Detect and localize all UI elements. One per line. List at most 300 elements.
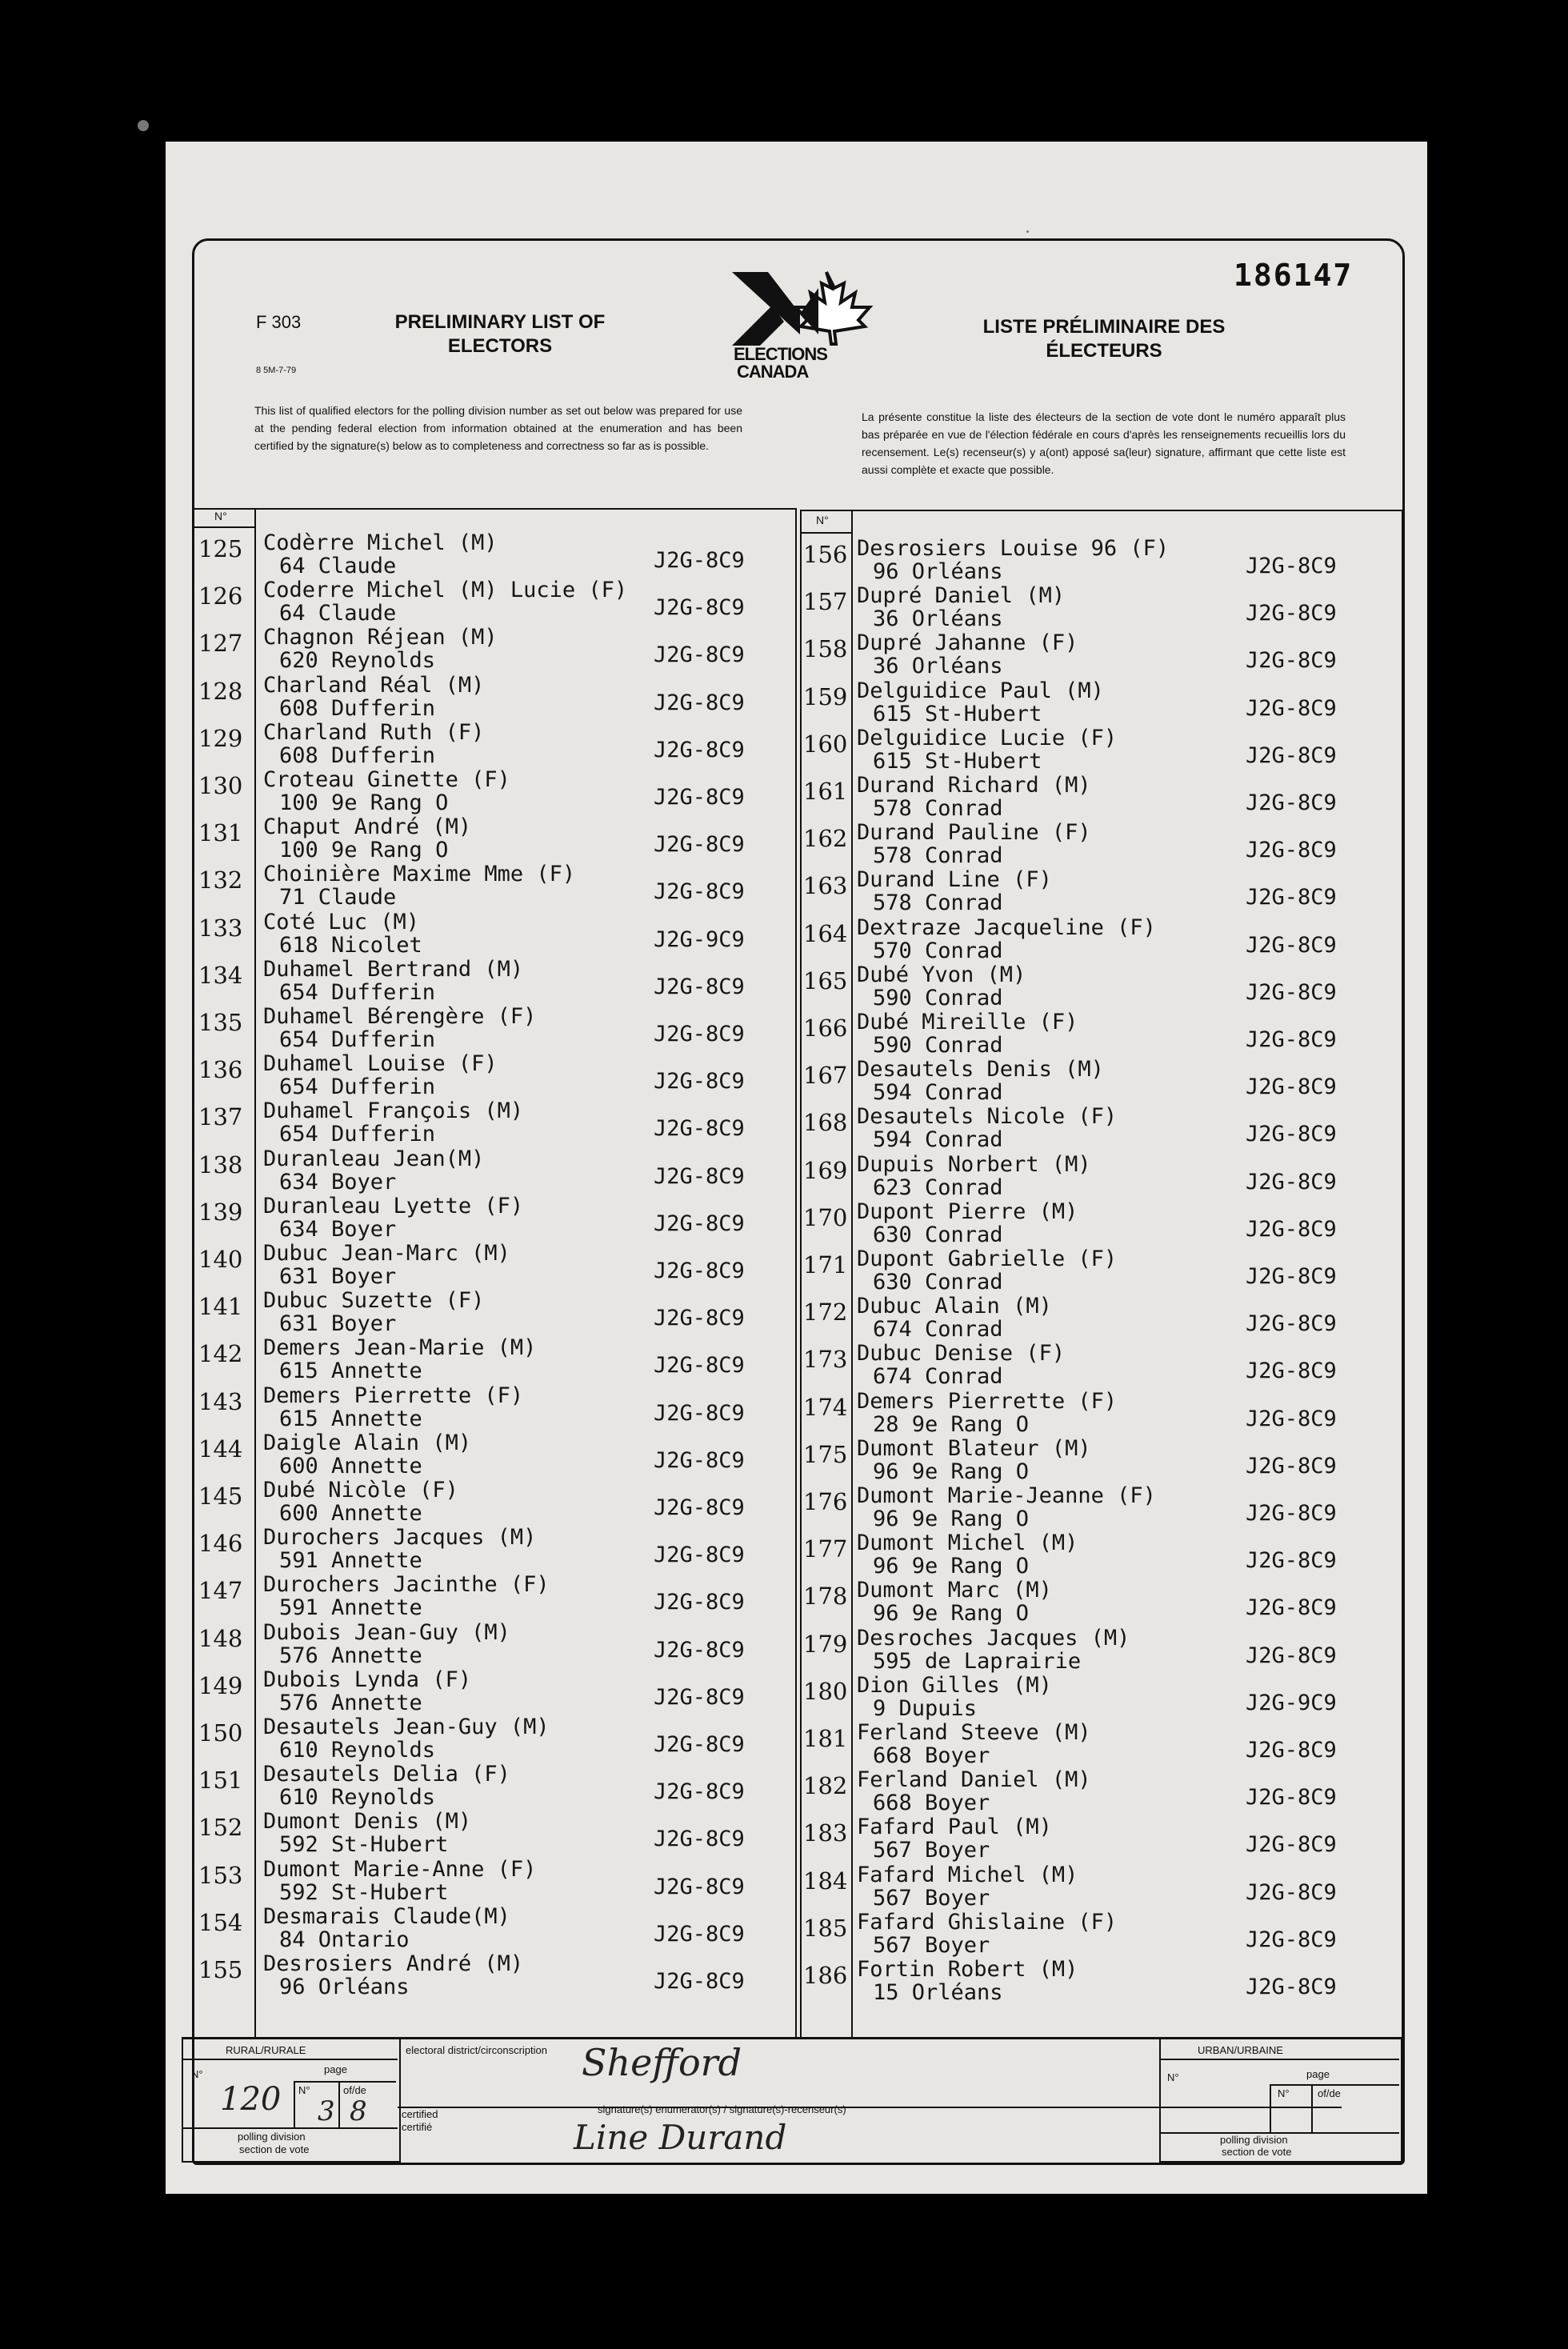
- elector-postal-code: J2G-8C9: [654, 1353, 745, 1379]
- elector-address: 578 Conrad: [873, 843, 1003, 869]
- elector-name: Demers Jean-Marie (M): [263, 1335, 537, 1361]
- elector-name: Fortin Robert (M): [857, 1957, 1078, 1982]
- elector-postal-code: J2G-8C9: [654, 1732, 745, 1757]
- elector-number: 173: [803, 1346, 848, 1374]
- elector-postal-code: J2G-8C9: [1246, 1027, 1337, 1052]
- elector-entry: [803, 1862, 1401, 1911]
- elector-entry: [198, 1335, 807, 1384]
- elector-name: Desautels Denis (M): [857, 1057, 1104, 1082]
- elector-name: Dubois Jean-Guy (M): [263, 1619, 510, 1645]
- elector-entry: [803, 536, 1401, 584]
- elector-entry: [198, 1715, 807, 1763]
- elector-address: 600 Annette: [279, 1453, 422, 1479]
- elector-entry: [803, 630, 1401, 679]
- elector-postal-code: J2G-8C9: [654, 1259, 745, 1283]
- elector-address: 600 Annette: [279, 1501, 422, 1526]
- elector-name: Dubois Lynda (F): [263, 1667, 472, 1692]
- elector-postal-code: J2G-8C9: [1246, 885, 1337, 910]
- elector-address: 578 Conrad: [873, 796, 1003, 821]
- elector-entry: [198, 1619, 807, 1668]
- district-label: electoral district/circonscription: [406, 2044, 548, 2056]
- elector-name: Dubuc Alain (M): [857, 1294, 1052, 1319]
- elector-entry: [803, 1341, 1401, 1390]
- elector-address: 615 Annette: [279, 1406, 422, 1431]
- elector-postal-code: J2G-8C9: [1246, 1169, 1337, 1195]
- elector-name: Desautels Nicole (F): [857, 1104, 1118, 1130]
- elector-number: 172: [803, 1299, 848, 1327]
- elector-postal-code: J2G-8C9: [654, 1637, 745, 1663]
- elector-number: 146: [198, 1530, 243, 1558]
- elector-number: 185: [803, 1914, 848, 1942]
- urban-page-no-label: N°: [1278, 2087, 1290, 2099]
- elector-postal-code: J2G-8C9: [654, 1684, 745, 1710]
- elector-address: 610 Reynolds: [279, 1738, 436, 1763]
- urban-no-label: N°: [1167, 2071, 1179, 2083]
- elector-number: 139: [198, 1198, 243, 1226]
- elector-number: 174: [803, 1393, 848, 1421]
- elector-address: 9 Dupuis: [873, 1695, 978, 1721]
- elector-name: Duhamel Louise (F): [263, 1051, 498, 1077]
- enumerator-signature: Line Durand: [574, 2118, 787, 2157]
- elector-entry: [198, 1478, 807, 1526]
- form-revision: 8 5M-7-79: [256, 366, 297, 375]
- elector-postal-code: J2G-8C9: [1246, 838, 1337, 863]
- elector-name: Dextraze Jacqueline (F): [857, 914, 1156, 940]
- elector-number: 181: [803, 1725, 848, 1752]
- elector-postal-code: J2G-8C9: [1246, 1311, 1337, 1337]
- elector-address: 100 9e Rang O: [279, 790, 449, 815]
- elector-postal-code: J2G-8C9: [654, 879, 745, 905]
- elector-entry: [803, 1388, 1401, 1437]
- elector-address: 96 9e Rang O: [873, 1507, 1030, 1531]
- elector-address: 630 Conrad: [873, 1222, 1003, 1247]
- elector-postal-code: J2G-8C9: [1246, 648, 1337, 674]
- elector-number: 156: [803, 541, 848, 568]
- elector-number: 143: [198, 1387, 243, 1415]
- form-code: F 303: [256, 312, 302, 332]
- elector-address: 96 Orléans: [279, 1975, 410, 1999]
- elector-entry: [803, 583, 1401, 632]
- logo-text-canada: CANADA: [737, 362, 809, 382]
- elector-entry: [803, 1720, 1401, 1768]
- elector-address: 620 Reynolds: [279, 648, 436, 674]
- elector-number: 137: [198, 1103, 243, 1131]
- elector-postal-code: J2G-8C9: [1246, 1453, 1337, 1479]
- elector-number: 148: [198, 1624, 243, 1652]
- elector-address: 36 Orléans: [873, 654, 1003, 679]
- elector-entry: [198, 625, 807, 674]
- elector-entry: [803, 867, 1401, 916]
- elector-entry: [803, 1767, 1401, 1816]
- elector-address: 634 Boyer: [279, 1169, 397, 1195]
- elector-entry: [803, 1672, 1401, 1721]
- elector-postal-code: J2G-8C9: [654, 690, 745, 715]
- elector-entry: [803, 1957, 1401, 2005]
- elector-entry: [803, 820, 1401, 869]
- logo-text-elections: ELECTIONS: [734, 344, 827, 364]
- elector-name: Delguidice Lucie (F): [857, 725, 1118, 750]
- elector-postal-code: J2G-8C9: [654, 1590, 745, 1615]
- urban-polling-label-1: polling division: [1220, 2134, 1288, 2146]
- elector-entry: [198, 1383, 807, 1431]
- elector-entry: [198, 530, 807, 578]
- elector-address: 668 Boyer: [873, 1791, 990, 1816]
- scan-speck: [1026, 230, 1029, 233]
- elector-number: 167: [803, 1062, 848, 1090]
- elector-entry: [803, 1531, 1401, 1579]
- elector-number: 136: [198, 1056, 243, 1084]
- elector-name: Fafard Ghislaine (F): [857, 1909, 1118, 1935]
- elector-number: 186: [803, 1962, 848, 1989]
- elector-number: 152: [198, 1814, 243, 1842]
- elector-postal-code: J2G-8C9: [1246, 1359, 1337, 1384]
- elector-postal-code: J2G-8C9: [1246, 742, 1337, 768]
- elector-postal-code: J2G-8C9: [654, 1116, 745, 1142]
- header-rule-right: [800, 532, 851, 534]
- elector-name: Ferland Daniel (M): [857, 1767, 1091, 1793]
- elector-name: Dupont Gabrielle (F): [857, 1247, 1118, 1271]
- elector-address: 654 Dufferin: [279, 979, 436, 1005]
- elector-postal-code: J2G-9C9: [1246, 1690, 1337, 1715]
- elector-address: 567 Boyer: [873, 1885, 990, 1911]
- elector-postal-code: J2G-8C9: [654, 785, 745, 810]
- elector-name: Desautels Jean-Guy (M): [263, 1715, 550, 1739]
- elector-number: 175: [803, 1440, 848, 1468]
- elector-name: Durand Richard (M): [857, 773, 1091, 798]
- elector-number: 179: [803, 1630, 848, 1658]
- elector-address: 64 Claude: [279, 554, 397, 578]
- elector-name: Duranleau Lyette (F): [263, 1193, 524, 1219]
- elector-entry: [803, 1625, 1401, 1674]
- elector-postal-code: J2G-8C9: [654, 1211, 745, 1236]
- elector-address: 84 Ontario: [279, 1927, 410, 1952]
- elector-number: 184: [803, 1867, 848, 1895]
- elector-postal-code: J2G-8C9: [1246, 1832, 1337, 1858]
- elector-name: Dupont Pierre (M): [857, 1199, 1078, 1224]
- elector-number: 132: [198, 866, 243, 894]
- elector-postal-code: J2G-9C9: [654, 926, 745, 952]
- elector-entry: [803, 1909, 1401, 1958]
- elector-postal-code: J2G-8C9: [1246, 932, 1337, 958]
- elector-number: 158: [803, 635, 848, 663]
- elector-postal-code: J2G-8C9: [654, 548, 745, 573]
- elector-address: 36 Orléans: [873, 606, 1003, 632]
- elector-address: 594 Conrad: [873, 1127, 1003, 1153]
- elector-entry: [198, 1951, 807, 1999]
- elector-address: 631 Boyer: [279, 1311, 397, 1337]
- page-number-handwritten: 3: [318, 2095, 335, 2127]
- elector-entry: [198, 578, 807, 626]
- title-en-line2: ELECTORS: [447, 335, 553, 357]
- elector-entry: [198, 814, 807, 863]
- elector-number: 176: [803, 1488, 848, 1515]
- elector-address: 615 St-Hubert: [873, 701, 1042, 726]
- elector-address: 592 St-Hubert: [279, 1879, 449, 1905]
- elector-entry: [803, 1483, 1401, 1531]
- elector-number: 126: [198, 582, 243, 610]
- elector-number: 183: [803, 1819, 848, 1847]
- elector-entry: [803, 1247, 1401, 1295]
- elector-number: 180: [803, 1677, 848, 1705]
- elector-postal-code: J2G-8C9: [654, 737, 745, 762]
- intro-french: La présente constitue la liste des électeurs de la section de vote dont le numéro apparaît plus bas préparée en vue de l'élection fédérale en cours d'après les renseignements recueillis lors du recensement. Le(s) recenseur(s) y a(ont) apposé sa(leur) signature, affirmant que cette liste est aussi complète et exacte que possible.: [862, 410, 1346, 476]
- elector-name: Durand Pauline (F): [857, 820, 1091, 846]
- elector-number: 162: [803, 825, 848, 853]
- elector-name: Dumont Marie-Anne (F): [263, 1856, 537, 1882]
- polling-number-handwritten: 120: [220, 2081, 282, 2118]
- right-number-header: N°: [816, 514, 829, 526]
- elector-name: Delguidice Paul (M): [857, 678, 1104, 703]
- elector-name: Dubé Nicòle (F): [263, 1478, 458, 1503]
- elector-address: 623 Conrad: [873, 1174, 1003, 1200]
- elector-name: Desrosiers Louise 96 (F): [857, 536, 1170, 561]
- elector-name: Dumont Marie-Jeanne (F): [857, 1483, 1156, 1508]
- elector-postal-code: J2G-8C9: [1246, 1122, 1337, 1147]
- certified-label-fr: certifié: [402, 2121, 433, 2133]
- signature-label: signature(s) enumerator(s) / signature(s)-recenseur(s): [598, 2103, 846, 2115]
- elector-number: 182: [803, 1772, 848, 1800]
- elector-entry: [198, 719, 807, 768]
- elector-name: Demers Pierrette (F): [263, 1383, 524, 1408]
- elector-entry: [198, 1146, 807, 1195]
- elector-number: 147: [198, 1577, 243, 1605]
- elector-postal-code: J2G-8C9: [1246, 1595, 1337, 1621]
- elector-number: 160: [803, 730, 848, 758]
- elector-entry: [198, 909, 807, 958]
- elector-number: 130: [198, 772, 243, 799]
- elector-number: 150: [198, 1719, 243, 1747]
- elector-address: 590 Conrad: [873, 985, 1003, 1010]
- left-number-divider: [254, 508, 256, 2037]
- elector-address: 654 Dufferin: [279, 1027, 436, 1052]
- elector-name: Codèrre Michel (M): [263, 530, 498, 555]
- elector-address: 592 St-Hubert: [279, 1832, 449, 1858]
- elector-postal-code: J2G-8C9: [654, 1069, 745, 1094]
- elector-number: 168: [803, 1109, 848, 1137]
- elector-postal-code: J2G-8C9: [1246, 1975, 1337, 1999]
- rural-polling-rule: [182, 2127, 398, 2129]
- elector-entry: [803, 1578, 1401, 1627]
- elector-name: Durochers Jacques (M): [263, 1525, 537, 1551]
- elector-postal-code: J2G-8C9: [654, 1543, 745, 1568]
- elector-address: 668 Boyer: [873, 1743, 990, 1768]
- elector-name: Dumont Marc (M): [857, 1578, 1052, 1603]
- serial-number: 186147: [1234, 258, 1354, 293]
- elector-entry: [803, 678, 1401, 726]
- elector-postal-code: J2G-8C9: [654, 1921, 745, 1947]
- elector-address: 674 Conrad: [873, 1317, 1003, 1343]
- elector-number: 159: [803, 682, 848, 710]
- elector-name: Daigle Alain (M): [263, 1430, 472, 1455]
- elector-address: 28 9e Rang O: [873, 1411, 1030, 1437]
- elector-name: Dion Gilles (M): [857, 1672, 1052, 1698]
- elector-entry: [198, 1572, 807, 1621]
- elector-name: Chaput André (M): [263, 814, 472, 840]
- elector-postal-code: J2G-8C9: [1246, 1216, 1337, 1242]
- elector-postal-code: J2G-8C9: [654, 642, 745, 668]
- elector-name: Duhamel Bérengère (F): [263, 1004, 537, 1029]
- elector-postal-code: J2G-8C9: [654, 1163, 745, 1189]
- elector-address: 96 Orléans: [873, 559, 1003, 584]
- elector-entry: [198, 767, 807, 815]
- elector-postal-code: J2G-8C9: [654, 1022, 745, 1046]
- elector-address: 634 Boyer: [279, 1216, 397, 1242]
- title-fr-line2: ÉLECTEURS: [1046, 340, 1162, 362]
- elector-postal-code: J2G-8C9: [654, 1827, 745, 1852]
- rural-polling-label-1: polling division: [238, 2131, 306, 2143]
- elector-address: 594 Conrad: [873, 1080, 1003, 1106]
- elector-postal-code: J2G-8C9: [1246, 1643, 1337, 1668]
- elector-number: 128: [198, 677, 243, 705]
- elector-entry: [803, 1815, 1401, 1863]
- rural-page-no-label: N°: [298, 2084, 310, 2096]
- elector-entry: [803, 1435, 1401, 1484]
- elector-address: 630 Conrad: [873, 1270, 1003, 1295]
- elector-number: 165: [803, 966, 848, 994]
- elector-address: 71 Claude: [279, 885, 397, 910]
- elector-postal-code: J2G-8C9: [654, 1874, 745, 1899]
- elector-address: 96 9e Rang O: [873, 1601, 1030, 1627]
- elector-number: 157: [803, 588, 848, 616]
- elector-address: 96 9e Rang O: [873, 1554, 1030, 1579]
- elector-name: Duhamel François (M): [263, 1098, 524, 1124]
- elector-number: 170: [803, 1203, 848, 1231]
- urban-label: URBAN/URBAINE: [1198, 2044, 1283, 2056]
- elector-address: 610 Reynolds: [279, 1785, 436, 1811]
- elector-number: 131: [198, 819, 243, 847]
- right-number-divider: [851, 510, 853, 2037]
- elector-postal-code: J2G-8C9: [1246, 1879, 1337, 1905]
- elector-postal-code: J2G-8C9: [1246, 790, 1337, 815]
- rural-page-box: [294, 2081, 396, 2083]
- elector-name: Dubuc Denise (F): [857, 1341, 1066, 1367]
- elector-name: Chagnon Réjean (M): [263, 625, 498, 650]
- elector-entry: [198, 1430, 807, 1479]
- elector-postal-code: J2G-8C9: [1246, 1738, 1337, 1763]
- elector-postal-code: J2G-8C9: [1246, 1406, 1337, 1431]
- elector-address: 595 de Laprairie: [873, 1648, 1082, 1674]
- elector-address: 578 Conrad: [873, 890, 1003, 916]
- urban-of-divider: [1311, 2084, 1313, 2132]
- elector-number: 178: [803, 1583, 848, 1611]
- rural-of-label: of/de: [343, 2084, 366, 2096]
- elector-number: 154: [198, 1908, 243, 1936]
- elector-postal-code: J2G-8C9: [654, 595, 745, 621]
- elector-name: Desroches Jacques (M): [857, 1625, 1130, 1651]
- elector-name: Dumont Blateur (M): [857, 1435, 1091, 1461]
- elector-number: 164: [803, 919, 848, 947]
- elector-name: Fafard Michel (M): [857, 1862, 1078, 1887]
- elector-number: 163: [803, 872, 848, 900]
- elector-number: 171: [803, 1251, 848, 1279]
- urban-page-divider: [1270, 2084, 1271, 2132]
- scan-speck: [138, 120, 149, 131]
- elector-address: 608 Dufferin: [279, 742, 436, 768]
- elections-canada-logo: [724, 264, 876, 384]
- elector-name: Dubuc Jean-Marc (M): [263, 1241, 510, 1266]
- elector-entry: [803, 773, 1401, 821]
- elector-address: 608 Dufferin: [279, 695, 436, 721]
- elector-number: 142: [198, 1340, 243, 1368]
- intro-english: This list of qualified electors for the polling division number as set out below was prepared for use at the pending federal election from information obtained at the enumeration and has been certified by the signature(s) below as to completeness and correctness so far as is possible.: [254, 404, 742, 452]
- elector-number: 161: [803, 778, 848, 805]
- elector-number: 134: [198, 961, 243, 989]
- elector-entry: [198, 862, 807, 910]
- elector-entry: [198, 1667, 807, 1715]
- elector-entry: [198, 1004, 807, 1052]
- elector-number: 140: [198, 1246, 243, 1273]
- rural-page-label: page: [324, 2063, 347, 2075]
- elector-name: Desautels Delia (F): [263, 1762, 510, 1787]
- elector-entry: [198, 1762, 807, 1811]
- elector-entry: [198, 1809, 807, 1858]
- elector-postal-code: J2G-8C9: [1246, 1927, 1337, 1952]
- elector-entry: [198, 1241, 807, 1289]
- elector-name: Dubuc Suzette (F): [263, 1288, 485, 1314]
- elector-entry: [198, 1903, 807, 1952]
- elector-number: 153: [198, 1861, 243, 1889]
- elector-entry: [803, 962, 1401, 1010]
- elector-number: 145: [198, 1483, 243, 1510]
- elector-entry: [803, 725, 1401, 774]
- elector-number: 125: [198, 535, 243, 562]
- elector-number: 144: [198, 1435, 243, 1463]
- elector-name: Coté Luc (M): [263, 909, 420, 934]
- elector-postal-code: J2G-8C9: [654, 1447, 745, 1473]
- elector-entry: [198, 1856, 807, 1905]
- elector-number: 151: [198, 1767, 243, 1795]
- elector-entry: [803, 1104, 1401, 1153]
- elector-address: 591 Annette: [279, 1595, 422, 1621]
- elector-address: 64 Claude: [279, 601, 397, 626]
- elector-address: 96 9e Rang O: [873, 1459, 1030, 1484]
- elector-name: Dupuis Norbert (M): [857, 1151, 1091, 1177]
- title-english: [352, 310, 648, 358]
- header-rule-left: [192, 526, 254, 528]
- elector-address: 654 Dufferin: [279, 1122, 436, 1147]
- elector-name: Ferland Steeve (M): [857, 1720, 1091, 1745]
- title-en-line1: PRELIMINARY LIST OF: [394, 311, 606, 333]
- elector-postal-code: J2G-8C9: [654, 832, 745, 858]
- elector-number: 138: [198, 1150, 243, 1179]
- elector-number: 169: [803, 1156, 848, 1184]
- elector-postal-code: J2G-8C9: [654, 1495, 745, 1520]
- elector-postal-code: J2G-8C9: [1246, 1264, 1337, 1289]
- elector-address: 590 Conrad: [873, 1033, 1003, 1058]
- elector-postal-code: J2G-8C9: [654, 1306, 745, 1331]
- urban-page-label: page: [1306, 2068, 1330, 2080]
- form-footer: [182, 2037, 1402, 2164]
- elector-postal-code: J2G-8C9: [654, 1400, 745, 1426]
- elector-postal-code: J2G-8C9: [654, 1779, 745, 1805]
- elector-entry: [198, 1288, 807, 1337]
- elector-entry: [198, 672, 807, 721]
- elector-address: 570 Conrad: [873, 938, 1003, 963]
- elector-entry: [803, 1010, 1401, 1058]
- elector-address: 100 9e Rang O: [279, 838, 449, 863]
- elector-number: 177: [803, 1535, 848, 1563]
- elector-entry: [803, 1294, 1401, 1343]
- elector-postal-code: J2G-8C9: [1246, 1074, 1337, 1100]
- urban-header-rule: [1159, 2059, 1399, 2060]
- elector-address: 615 St-Hubert: [873, 748, 1042, 774]
- elector-postal-code: J2G-8C9: [1246, 1501, 1337, 1526]
- elector-name: Dubé Yvon (M): [857, 962, 1026, 987]
- elector-name: Dumont Denis (M): [263, 1809, 472, 1835]
- elector-entry: [198, 1193, 807, 1242]
- title-french: [944, 315, 1264, 363]
- elector-postal-code: J2G-8C9: [654, 974, 745, 999]
